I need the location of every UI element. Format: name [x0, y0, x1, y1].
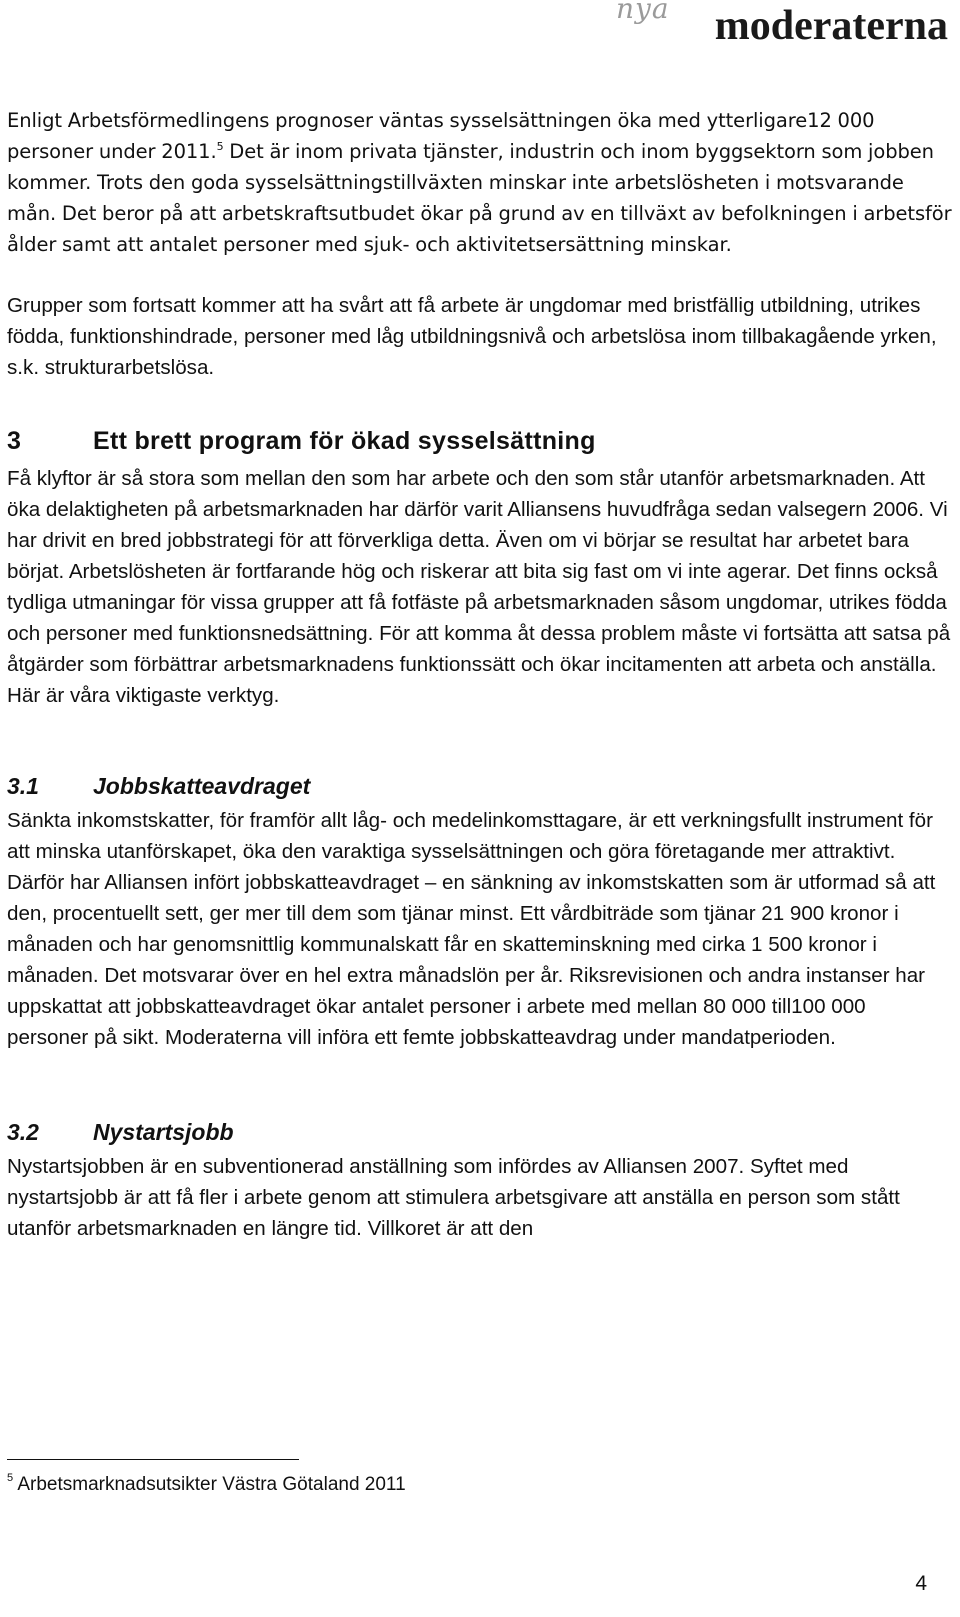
moderaterna-logo: [608, 0, 948, 52]
subsection-title: Nystartsjobb: [93, 1119, 234, 1145]
section-heading-3: [7, 425, 952, 457]
subsection-number: 3.1: [7, 773, 39, 799]
document-body: [7, 105, 952, 1244]
subsection-3-2-body: Nystartsjobben är en subventionerad anställning som infördes av Alliansen 2007. Syftet med nystartsjobb är att få fler i arbete genom att stimulera arbetsgivare att anställa en person som stått utanför arbetsmarknaden en längre tid. Villkoret är att den: [7, 1155, 900, 1240]
footnote: [7, 1470, 406, 1500]
paragraph-vulnerable-groups: Grupper som fortsatt kommer att ha svårt att få arbete är ungdomar med bristfällig utbildning, utrikes födda, funktionshindrade, personer med låg utbildningsnivå och arbetslösa inom tillbakagående yrken, s.k. strukturarbetslösa.: [7, 294, 937, 379]
page-number: 4: [915, 1572, 927, 1595]
logo-prefix: nya: [616, 0, 670, 25]
section-number: 3: [7, 427, 22, 455]
subsection-heading-3-2: [7, 1117, 952, 1147]
subsection-number: 3.2: [7, 1119, 39, 1145]
logo-name: moderaterna: [714, 3, 948, 49]
paragraph-1-text-a: Enligt Arbetsförmedlingens prognoser väntas sysselsättningen öka med ytterligare12 000 personer under 2011.: [7, 109, 875, 163]
section-3-body: Få klyftor är så stora som mellan den som har arbete och den som står utanför arbetsmarknaden. Att öka delaktigheten på arbetsmarknaden har därför varit Alliansens huvudfråga sedan valsegern 2006. Vi har drivit en bred jobbstrategi för att förverkliga detta. Även om vi börjar se resultat har arbetet bara börjat. Arbetslösheten är fortfarande hög och riskerar att bita sig fast om vi inte agerar. Det finns också tydliga utmaningar för vissa grupper att få fotfäste på arbetsmarknaden såsom ungdomar, utrikes födda och personer med funktionsnedsättning. För att komma åt dessa problem måste vi fortsätta att satsa på åtgärder som förbättrar arbetsmarknadens funktionssätt och ökar incitamenten att arbeta och anställa. Här är våra viktigaste verktyg.: [7, 467, 951, 707]
section-title: Ett brett program för ökad sysselsättning: [93, 427, 596, 455]
footnote-reference: 5: [216, 140, 224, 153]
subsection-3-1-body: Sänkta inkomstskatter, för framför allt låg- och medelinkomsttagare, är ett verkningsfullt instrument för att minska utanförskapet, öka den varaktiga sysselsättningen och göra företagande mer attraktivt. Därför har Alliansen infört jobbskatteavdraget – en sänkning av inkomstskatten som är utformad så att den, procentuellt sett, ger mer till dem som tjänar minst. Ett vårdbiträde som tjänar 21 900 kronor i månaden och har genomsnittlig kommunalskatt får en skatteminskning med cirka 1 500 kronor i månaden. Det motsvarar över en hel extra månadslön per år. Riksrevisionen och andra instanser har uppskattat att jobbskatteavdraget ökar antalet personer i arbete med mellan 80 000 till100 000 personer på sikt. Moderaterna vill införa ett femte jobbskatteavdrag under mandatperioden.: [7, 809, 936, 1049]
subsection-title: Jobbskatteavdraget: [93, 773, 311, 799]
footnote-divider: [7, 1459, 299, 1460]
subsection-heading-3-1: [7, 771, 952, 801]
paragraph-1-text-b: Det är inom privata tjänster, industrin och inom byggsektorn som jobben kommer. Trots den goda sysselsättningstillväxten minskar inte arbetslösheten i motsvarande mån. Det beror på att arbetskraftsutbudet ökar på grund av en tillväxt av befolkningen i arbetsför ålder samt att antalet personer med sjuk- och aktivitetsersättning minskar.: [7, 140, 952, 256]
footnote-text: Arbetsmarknadsutsikter Västra Götaland 2011: [17, 1474, 406, 1495]
paragraph-employment-forecast: [7, 105, 952, 260]
footnote-number: 5: [7, 1472, 14, 1484]
